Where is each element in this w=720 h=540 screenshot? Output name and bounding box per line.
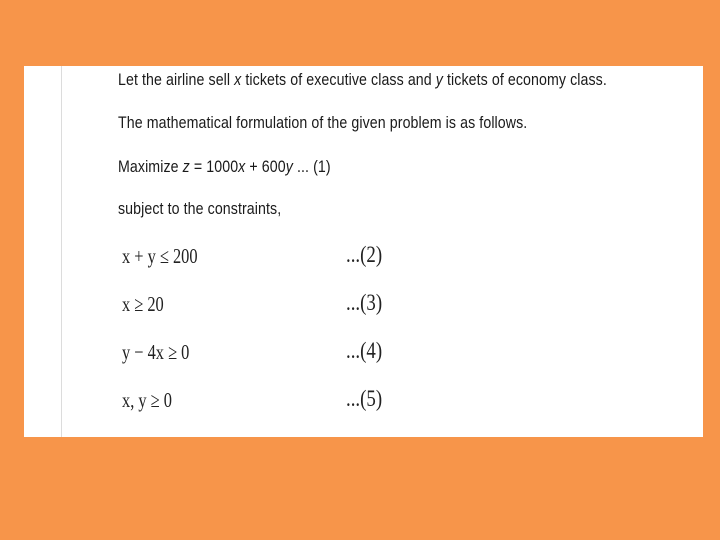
panel-divider [61, 66, 62, 437]
objective-text-a: Maximize [118, 158, 183, 176]
constraint-tag: ...(5) [346, 386, 383, 411]
constraint-row [118, 242, 698, 276]
problem-text [118, 66, 698, 437]
constraints-heading: subject to the constraints, [118, 200, 282, 218]
intro-text-c: tickets of economy class. [442, 71, 607, 89]
intro-line [118, 71, 607, 90]
constraint-row [118, 290, 698, 324]
constraint-tag: ...(4) [346, 338, 383, 363]
constraint-expression: y − 4x ≥ 0 [122, 340, 190, 364]
constraint-row [118, 338, 698, 372]
constraint-tag: ...(2) [346, 242, 383, 267]
variable-y: y [435, 71, 443, 89]
variable-x: x [234, 71, 242, 89]
objective-text-c: + 600 [245, 158, 286, 176]
objective-text-d: ... (1) [292, 158, 331, 176]
constraint-tag: ...(3) [346, 290, 383, 315]
content-panel [24, 66, 703, 437]
constraint-expression: x, y ≥ 0 [122, 388, 172, 412]
formulation-line: The mathematical formulation of the given problem is as follows. [118, 114, 528, 132]
constraint-expression: x + y ≤ 200 [122, 244, 198, 268]
variable-y: y [285, 158, 293, 176]
variable-z: z [182, 158, 190, 176]
objective-text-b: = 1000 [189, 158, 239, 176]
constraint-expression: x ≥ 20 [122, 292, 164, 316]
intro-text-a: Let the airline sell [118, 71, 235, 89]
intro-text-b: tickets of executive class and [241, 71, 436, 89]
objective-line [118, 158, 331, 177]
variable-x: x [238, 158, 246, 176]
constraint-row [118, 386, 698, 420]
